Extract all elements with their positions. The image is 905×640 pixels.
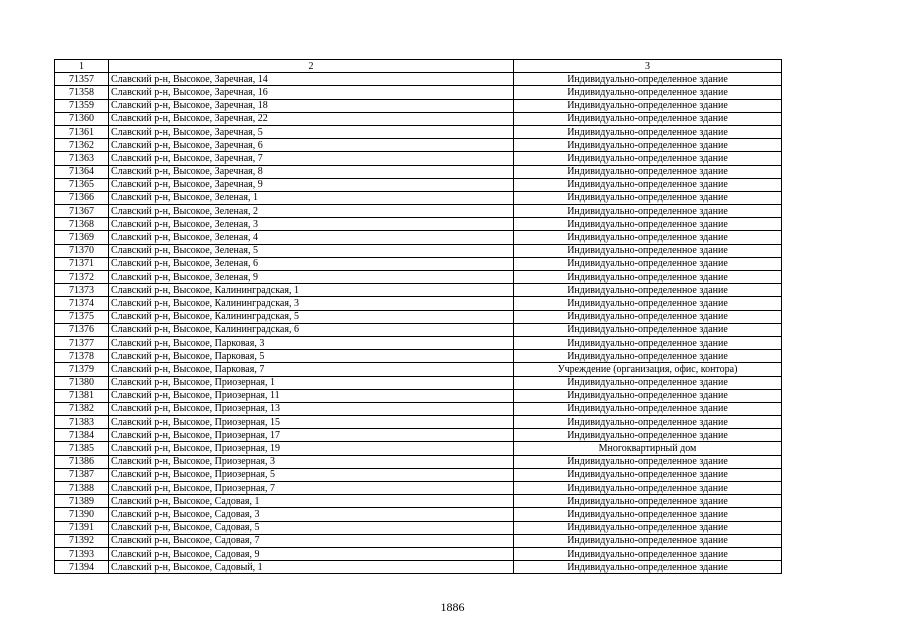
- row-address: Славский р-н, Высокое, Садовая, 1: [109, 495, 514, 508]
- row-number: 71360: [55, 112, 109, 125]
- row-number: 71382: [55, 402, 109, 415]
- row-number: 71380: [55, 376, 109, 389]
- row-object-type: Индивидуально-определенное здание: [514, 350, 782, 363]
- row-object-type: Индивидуально-определенное здание: [514, 139, 782, 152]
- row-object-type: Индивидуально-определенное здание: [514, 416, 782, 429]
- table-row: [55, 429, 782, 442]
- row-object-type: Индивидуально-определенное здание: [514, 561, 782, 574]
- table-row: [55, 336, 782, 349]
- table-row: [55, 86, 782, 99]
- row-number: 71389: [55, 495, 109, 508]
- row-object-type: Индивидуально-определенное здание: [514, 468, 782, 481]
- row-address: Славский р-н, Высокое, Садовая, 5: [109, 521, 514, 534]
- row-address: Славский р-н, Высокое, Калининградская, 6: [109, 323, 514, 336]
- row-number: 71390: [55, 508, 109, 521]
- row-object-type: Индивидуально-определенное здание: [514, 244, 782, 257]
- row-address: Славский р-н, Высокое, Парковая, 3: [109, 336, 514, 349]
- row-number: 71369: [55, 231, 109, 244]
- row-address: Славский р-н, Высокое, Приозерная, 17: [109, 429, 514, 442]
- row-object-type: Индивидуально-определенное здание: [514, 310, 782, 323]
- row-number: 71359: [55, 99, 109, 112]
- row-number: 71370: [55, 244, 109, 257]
- row-number: 71366: [55, 191, 109, 204]
- column-header-1: 1: [55, 60, 109, 73]
- row-number: 71376: [55, 323, 109, 336]
- row-number: 71373: [55, 284, 109, 297]
- table-row: [55, 310, 782, 323]
- table-row: [55, 125, 782, 138]
- row-number: 71363: [55, 152, 109, 165]
- row-address: Славский р-н, Высокое, Садовый, 1: [109, 561, 514, 574]
- row-object-type: Индивидуально-определенное здание: [514, 205, 782, 218]
- row-address: Славский р-н, Высокое, Заречная, 14: [109, 73, 514, 86]
- row-address: Славский р-н, Высокое, Зеленая, 4: [109, 231, 514, 244]
- row-object-type: Индивидуально-определенное здание: [514, 534, 782, 547]
- row-address: Славский р-н, Высокое, Садовая, 7: [109, 534, 514, 547]
- table-row: [55, 547, 782, 560]
- row-address: Славский р-н, Высокое, Парковая, 7: [109, 363, 514, 376]
- row-number: 71384: [55, 429, 109, 442]
- row-number: 71362: [55, 139, 109, 152]
- row-address: Славский р-н, Высокое, Заречная, 18: [109, 99, 514, 112]
- table-row: [55, 521, 782, 534]
- row-number: 71365: [55, 178, 109, 191]
- table-header-row: [55, 60, 782, 73]
- row-object-type: Индивидуально-определенное здание: [514, 178, 782, 191]
- table-row: [55, 139, 782, 152]
- table-row: [55, 152, 782, 165]
- table-row: [55, 191, 782, 204]
- row-address: Славский р-н, Высокое, Зеленая, 3: [109, 218, 514, 231]
- table-row: [55, 508, 782, 521]
- table-row: [55, 561, 782, 574]
- row-object-type: Индивидуально-определенное здание: [514, 191, 782, 204]
- row-object-type: Индивидуально-определенное здание: [514, 112, 782, 125]
- row-object-type: Индивидуально-определенное здание: [514, 402, 782, 415]
- table-row: [55, 482, 782, 495]
- table-row: [55, 363, 782, 376]
- row-address: Славский р-н, Высокое, Зеленая, 2: [109, 205, 514, 218]
- table-row: [55, 165, 782, 178]
- column-header-3: 3: [514, 60, 782, 73]
- row-number: 71367: [55, 205, 109, 218]
- table-row: [55, 112, 782, 125]
- table-row: [55, 350, 782, 363]
- row-address: Славский р-н, Высокое, Заречная, 22: [109, 112, 514, 125]
- row-number: 71386: [55, 455, 109, 468]
- row-address: Славский р-н, Высокое, Калининградская, 5: [109, 310, 514, 323]
- row-address: Славский р-н, Высокое, Парковая, 5: [109, 350, 514, 363]
- row-number: 71378: [55, 350, 109, 363]
- row-number: 71394: [55, 561, 109, 574]
- row-address: Славский р-н, Высокое, Приозерная, 15: [109, 416, 514, 429]
- row-number: 71358: [55, 86, 109, 99]
- table-row: [55, 442, 782, 455]
- row-address: Славский р-н, Высокое, Приозерная, 7: [109, 482, 514, 495]
- row-number: 71379: [55, 363, 109, 376]
- row-object-type: Учреждение (организация, офис, контора): [514, 363, 782, 376]
- row-number: 71371: [55, 257, 109, 270]
- row-address: Славский р-н, Высокое, Заречная, 16: [109, 86, 514, 99]
- row-address: Славский р-н, Высокое, Заречная, 8: [109, 165, 514, 178]
- row-address: Славский р-н, Высокое, Садовая, 9: [109, 547, 514, 560]
- row-number: 71388: [55, 482, 109, 495]
- row-address: Славский р-н, Высокое, Зеленая, 6: [109, 257, 514, 270]
- row-address: Славский р-н, Высокое, Заречная, 5: [109, 125, 514, 138]
- row-object-type: Индивидуально-определенное здание: [514, 455, 782, 468]
- row-object-type: Индивидуально-определенное здание: [514, 495, 782, 508]
- row-number: 71392: [55, 534, 109, 547]
- table-row: [55, 244, 782, 257]
- row-object-type: Индивидуально-определенное здание: [514, 336, 782, 349]
- row-number: 71387: [55, 468, 109, 481]
- row-object-type: Индивидуально-определенное здание: [514, 125, 782, 138]
- table-row: [55, 416, 782, 429]
- row-address: Славский р-н, Высокое, Приозерная, 19: [109, 442, 514, 455]
- row-number: 71364: [55, 165, 109, 178]
- row-address: Славский р-н, Высокое, Зеленая, 9: [109, 271, 514, 284]
- row-address: Славский р-н, Высокое, Приозерная, 3: [109, 455, 514, 468]
- row-object-type: Индивидуально-определенное здание: [514, 73, 782, 86]
- row-address: Славский р-н, Высокое, Приозерная, 13: [109, 402, 514, 415]
- row-object-type: Индивидуально-определенное здание: [514, 165, 782, 178]
- table-row: [55, 205, 782, 218]
- row-object-type: Индивидуально-определенное здание: [514, 521, 782, 534]
- row-number: 71381: [55, 389, 109, 402]
- table-row: [55, 231, 782, 244]
- row-number: 71372: [55, 271, 109, 284]
- row-address: Славский р-н, Высокое, Зеленая, 1: [109, 191, 514, 204]
- table-row: [55, 99, 782, 112]
- table-body: [55, 73, 782, 574]
- table-row: [55, 178, 782, 191]
- table-row: [55, 271, 782, 284]
- table-row: [55, 73, 782, 86]
- table-row: [55, 323, 782, 336]
- row-object-type: Индивидуально-определенное здание: [514, 99, 782, 112]
- row-address: Славский р-н, Высокое, Приозерная, 1: [109, 376, 514, 389]
- row-address: Славский р-н, Высокое, Калининградская, 1: [109, 284, 514, 297]
- table-row: [55, 468, 782, 481]
- table-row: [55, 495, 782, 508]
- table-row: [55, 534, 782, 547]
- row-number: 71393: [55, 547, 109, 560]
- row-number: 71361: [55, 125, 109, 138]
- row-object-type: Индивидуально-определенное здание: [514, 86, 782, 99]
- row-object-type: Индивидуально-определенное здание: [514, 547, 782, 560]
- row-object-type: Индивидуально-определенное здание: [514, 508, 782, 521]
- row-object-type: Индивидуально-определенное здание: [514, 429, 782, 442]
- table-row: [55, 455, 782, 468]
- row-number: 71368: [55, 218, 109, 231]
- row-address: Славский р-н, Высокое, Приозерная, 11: [109, 389, 514, 402]
- row-object-type: Индивидуально-определенное здание: [514, 297, 782, 310]
- row-object-type: Многоквартирный дом: [514, 442, 782, 455]
- row-number: 71374: [55, 297, 109, 310]
- row-number: 71385: [55, 442, 109, 455]
- page-number: 1886: [440, 600, 465, 614]
- row-number: 71391: [55, 521, 109, 534]
- row-address: Славский р-н, Высокое, Зеленая, 5: [109, 244, 514, 257]
- row-number: 71375: [55, 310, 109, 323]
- row-object-type: Индивидуально-определенное здание: [514, 482, 782, 495]
- table-row: [55, 218, 782, 231]
- row-address: Славский р-н, Высокое, Заречная, 7: [109, 152, 514, 165]
- row-object-type: Индивидуально-определенное здание: [514, 284, 782, 297]
- table-row: [55, 389, 782, 402]
- table-row: [55, 257, 782, 270]
- table-row: [55, 297, 782, 310]
- row-object-type: Индивидуально-определенное здание: [514, 389, 782, 402]
- row-address: Славский р-н, Высокое, Заречная, 6: [109, 139, 514, 152]
- row-number: 71357: [55, 73, 109, 86]
- row-address: Славский р-н, Высокое, Садовая, 3: [109, 508, 514, 521]
- row-number: 71377: [55, 336, 109, 349]
- row-object-type: Индивидуально-определенное здание: [514, 218, 782, 231]
- row-address: Славский р-н, Высокое, Калининградская, 3: [109, 297, 514, 310]
- row-object-type: Индивидуально-определенное здание: [514, 152, 782, 165]
- row-number: 71383: [55, 416, 109, 429]
- row-object-type: Индивидуально-определенное здание: [514, 271, 782, 284]
- row-address: Славский р-н, Высокое, Заречная, 9: [109, 178, 514, 191]
- column-header-2: 2: [109, 60, 514, 73]
- row-object-type: Индивидуально-определенное здание: [514, 231, 782, 244]
- row-object-type: Индивидуально-определенное здание: [514, 376, 782, 389]
- registry-table: [54, 59, 782, 574]
- row-object-type: Индивидуально-определенное здание: [514, 257, 782, 270]
- table-row: [55, 402, 782, 415]
- table-row: [55, 284, 782, 297]
- row-object-type: Индивидуально-определенное здание: [514, 323, 782, 336]
- table-row: [55, 376, 782, 389]
- row-address: Славский р-н, Высокое, Приозерная, 5: [109, 468, 514, 481]
